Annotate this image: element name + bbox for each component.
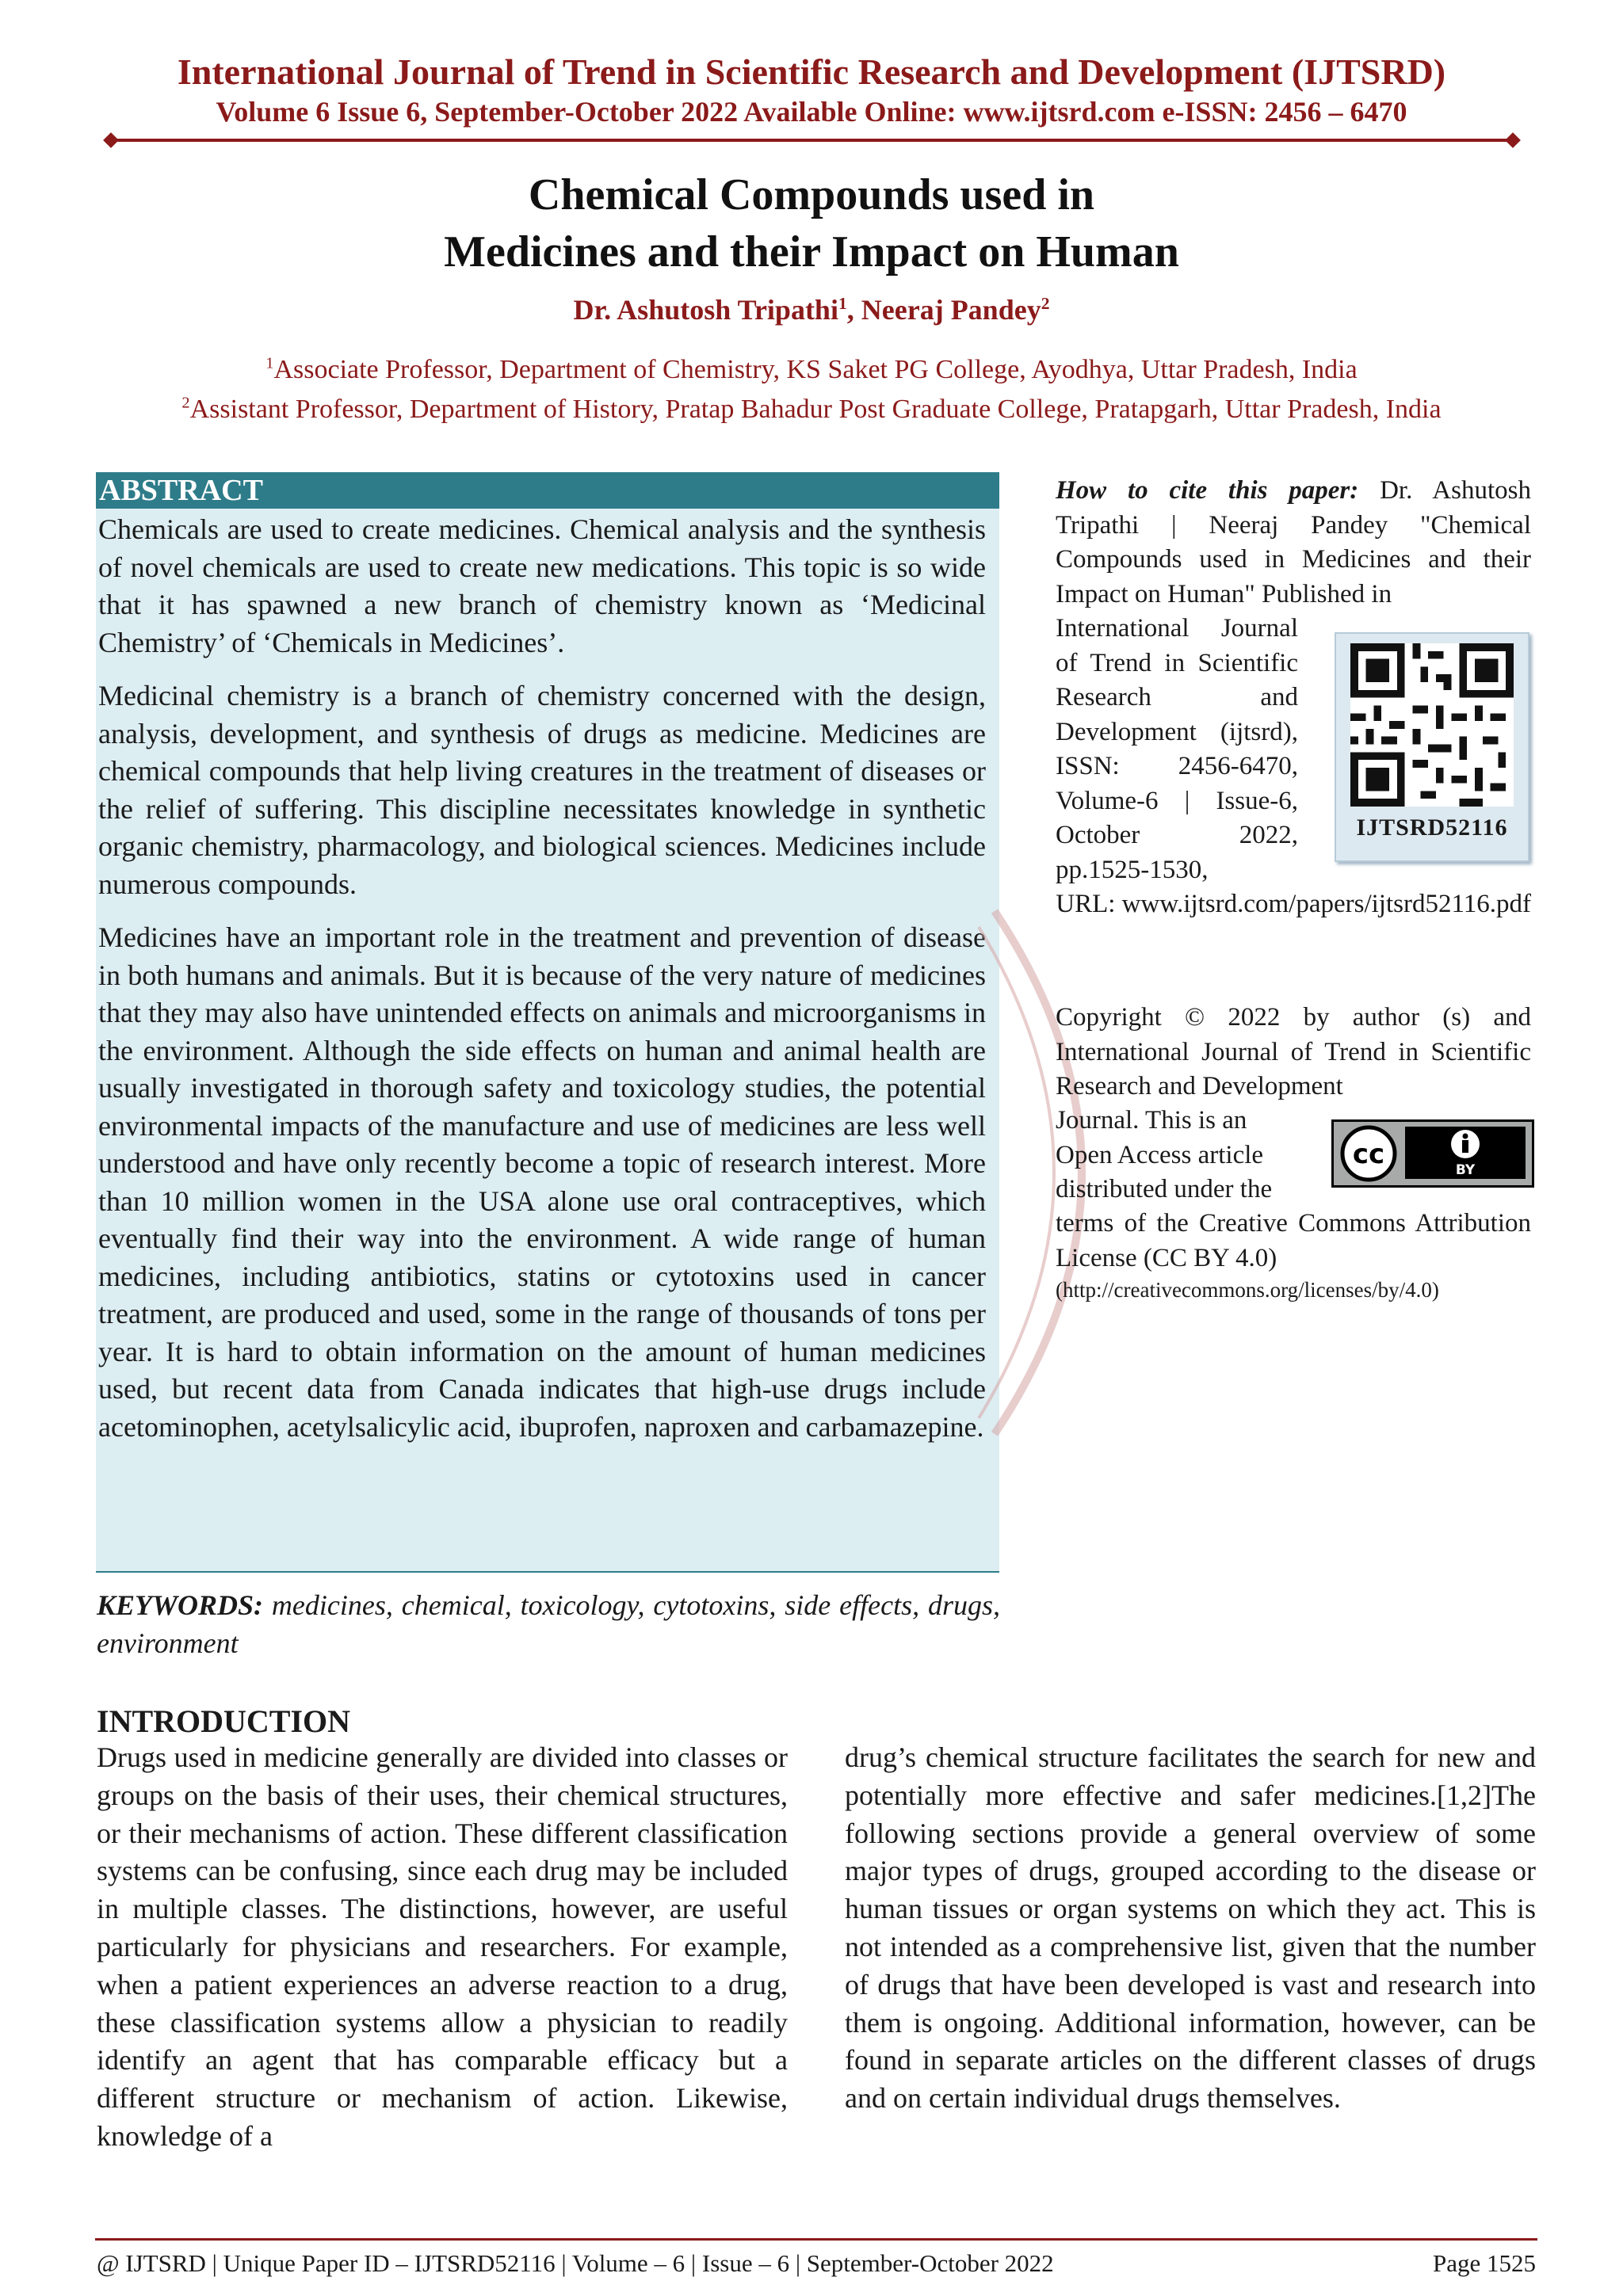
cc-text: cc xyxy=(1352,1138,1385,1170)
license-url[interactable]: (http://creativecommons.org/licenses/by/4.0) xyxy=(1056,1278,1439,1302)
rule-diamond-right xyxy=(1505,132,1521,148)
introduction-heading: INTRODUCTION xyxy=(97,1703,351,1739)
affiliation-1-sup: 1 xyxy=(265,354,274,372)
author-2-sup: 2 xyxy=(1041,294,1050,313)
journal-subline: Volume 6 Issue 6, September-October 2022 Available Online: www.ijtsrd.com e-ISSN: 2456 – 6470 xyxy=(216,96,1407,128)
copyright-text: Copyright © 2022 by author (s) and International Journal of Trend in Scientific Research and Development xyxy=(1056,1003,1531,1100)
affiliation-1-text: Associate Professor, Department of Chemistry, KS Saket PG College, Ayodhya, Uttar Pradesh, India xyxy=(273,355,1358,384)
affiliation-2-text: Assistant Professor, Department of History, Pratap Bahadur Post Graduate College, Pratapgarh, Uttar Pradesh, India xyxy=(189,395,1442,424)
abstract-paragraph: Medicinal chemistry is a branch of chemistry concerned with the design, analysis, development, and synthesis of drugs as medicine. Medicines are chemical compounds that help living creatures in the treatment of diseases or the relief of suffering. This discipline necessitates knowledge in synthetic organic chemistry, pharmacology, and biological sciences. Medicines include numerous compounds. xyxy=(98,680,986,900)
author-2: Neeraj Pandey xyxy=(861,294,1041,326)
paper-title-line1: Chemical Compounds used in xyxy=(528,170,1095,219)
abstract-paragraph: Chemicals are used to create medicines. Chemical analysis and the synthesis of novel chemicals are used to create new medications. This topic is so wide that it has spawned a new branch of chemistry known as ‘Medicinal Chemistry’ of ‘Chemicals in Medicines’. xyxy=(98,513,986,658)
citation-intro: Dr. Ashutosh Tripathi | Neeraj Pandey "Chemical Compounds used in Medicines and their Impact on Human" Published in xyxy=(1056,476,1531,608)
cc-by-badge xyxy=(1331,1119,1534,1188)
paper-title-line2: Medicines and their Impact on Human xyxy=(444,227,1179,277)
creative-commons-icon xyxy=(1334,1122,1532,1185)
author-separator: , xyxy=(846,294,861,326)
introduction-column-2: drug’s chemical structure facilitates the search for new and potentially more effective and safer medicines.[1,2]The following sections provide a general overview of some major types of drugs, grouped according to the disease or human tissues or organ systems on which they act. This is not intended as a comprehensive list, given that the number of drugs that have been developed is vast and research into them is ongoing. Additional information, however, can be found in separate articles on the different classes of drugs and on certain individual drugs themselves. xyxy=(845,1741,1536,2115)
citation-label: How to cite this paper: xyxy=(1056,476,1359,505)
footer-info: @ IJTSRD | Unique Paper ID – IJTSRD52116 | Volume – 6 | Issue – 6 | September-October 2022 xyxy=(97,2249,1054,2277)
affiliation-2 xyxy=(0,391,1623,428)
keywords-label: KEYWORDS: xyxy=(97,1589,264,1621)
affiliation-1 xyxy=(0,352,1623,388)
rule-diamond-left xyxy=(103,132,119,148)
copyright-license: terms of the Creative Commons Attribution License (CC BY 4.0) xyxy=(1056,1209,1531,1272)
introduction-column-1: Drugs used in medicine generally are divided into classes or groups on the basis of their uses, their chemical structures, or their mechanisms of action. These different classification systems can be confusing, since each drug may be included in multiple classes. The distinctions, however, are useful particularly for physicians and researchers. For example, when a patient experiences an adverse reaction to a drug, these classification systems allow a physician to readily identify an agent that has comparable efficacy but a different structure or mechanism of action. Likewise, knowledge of a xyxy=(97,1741,788,2152)
page-footer xyxy=(97,2246,1536,2281)
abstract-heading: ABSTRACT xyxy=(96,472,999,509)
abstract-body xyxy=(98,511,986,1462)
author-list xyxy=(0,292,1623,328)
copyright-open-access: Journal. This is an Open Access article distributed under the xyxy=(1056,1106,1273,1203)
keywords xyxy=(97,1587,1000,1662)
author-1: Dr. Ashutosh Tripathi xyxy=(573,294,838,326)
by-text: BY xyxy=(1455,1162,1476,1178)
paper-title xyxy=(0,166,1623,280)
citation-url: URL: www.ijtsrd.com/papers/ijtsrd52116.pdf xyxy=(1056,890,1531,918)
citation-block xyxy=(1056,474,1531,612)
footer-rule xyxy=(95,2238,1537,2241)
author-1-sup: 1 xyxy=(838,294,847,313)
journal-title: International Journal of Trend in Scientific Research and Development (IJTSRD) xyxy=(177,51,1446,92)
qr-code-icon xyxy=(1350,643,1514,807)
affiliation-2-sup: 2 xyxy=(181,394,190,412)
keywords-text: medicines, chemical, toxicology, cytotoxins, side effects, drugs, environment xyxy=(97,1589,1000,1659)
page-number: Page 1525 xyxy=(1432,2249,1536,2277)
header-rule xyxy=(111,139,1512,142)
abstract-paragraph: Medicines have an important role in the treatment and prevention of disease in both humans and animals. But it is because of the very nature of medicines that they may also have unintended effects on animals and microorganisms in the environment. Although the side effects on human and animal health are usually investigated in thorough safety and toxicology studies, the potential environmental impacts of the manufacture and use of medicines are less well understood and have only recently become a topic of research interest. More than 10 million women in the USA alone use oral contraceptives, which eventually find their way into the environment. A wide range of human medicines, including antibiotics, statins or cytotoxins used in cancer treatment, are produced and used, some in the range of thousands of tons per year. It is hard to obtain information on the amount of human medicines used, but recent data from Canada indicates that high-use drugs include acetominophen, acetylsalicylic acid, ibuprofen, naproxen and carbamazepine. xyxy=(98,921,986,1443)
qr-paper-id: IJTSRD52116 xyxy=(1356,814,1508,841)
citation-details: International Journal of Trend in Scientific Research and Development (ijtsrd), ISSN: 2456-6470, Volume-6 | Issue-6, October 2022, pp.1525-1530, xyxy=(1056,614,1298,884)
